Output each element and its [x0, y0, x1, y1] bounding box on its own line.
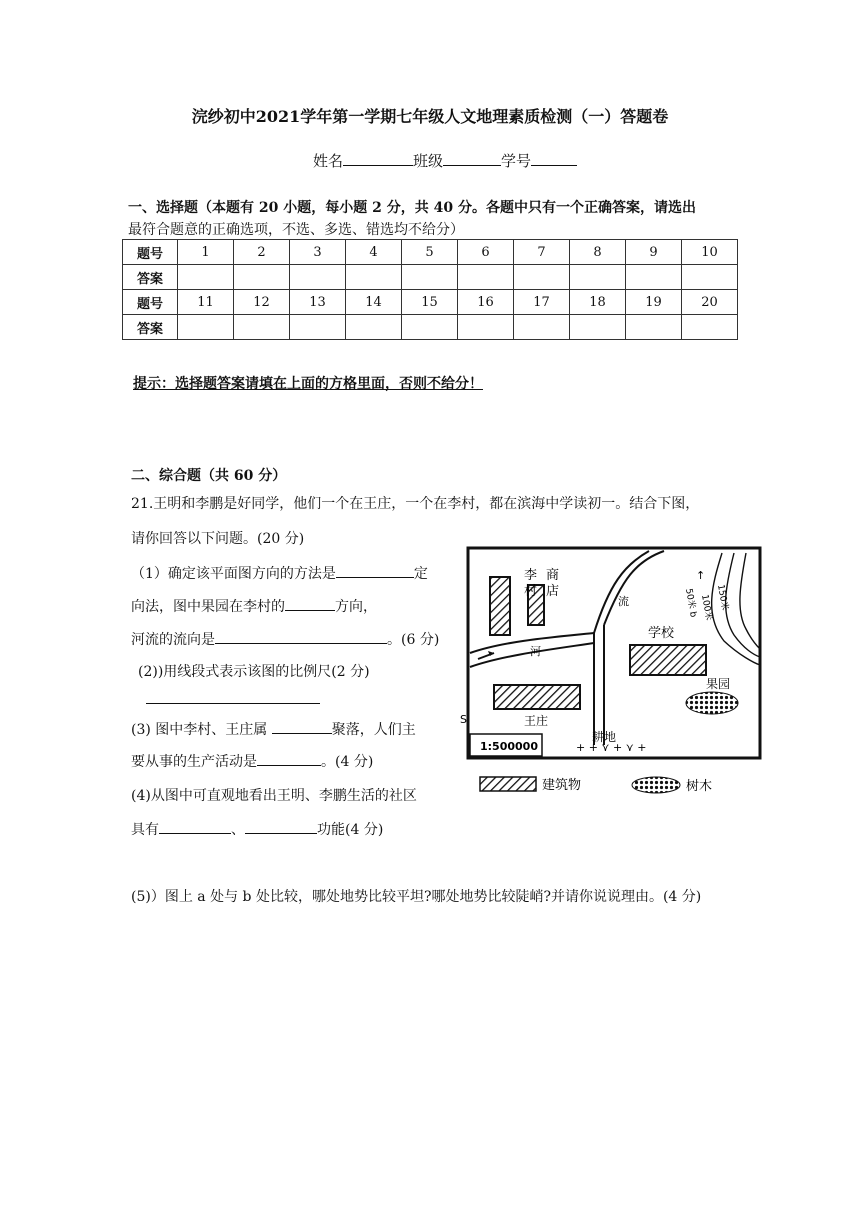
q1-text: 定	[413, 566, 428, 582]
table-row-answers-2	[123, 315, 738, 340]
question-number: 11	[178, 290, 234, 315]
q5-text: (5)）图上 a 处与 b 处比较，哪处地势比较平坦?哪处地势比较陡峭?并请你说说理由。(4 分)	[131, 889, 702, 905]
name-label: 姓名	[313, 152, 344, 170]
answer-cell[interactable]	[514, 265, 570, 290]
map-side-mark: S	[460, 713, 467, 726]
row-label-number: 题号	[123, 290, 178, 315]
q3-text: (3) 图中李村、王庄属	[131, 722, 268, 738]
answer-cell[interactable]	[290, 315, 346, 340]
answer-cell[interactable]	[402, 315, 458, 340]
question-number: 6	[458, 240, 514, 265]
q1-line2	[131, 595, 377, 616]
q4-text: 具有	[131, 822, 159, 838]
answer-blank[interactable]	[159, 818, 231, 834]
id-blank[interactable]	[531, 150, 577, 166]
answer-cell[interactable]	[458, 265, 514, 290]
legend-tree-swatch	[632, 777, 680, 793]
answer-cell[interactable]	[178, 315, 234, 340]
legend-building-swatch	[480, 777, 536, 791]
farmland-symbols: + + ⋎ + ⋎ +	[576, 741, 647, 754]
question-number: 9	[626, 240, 682, 265]
legend-tree-label: 树木	[686, 779, 713, 794]
q1-line3	[131, 628, 439, 649]
row-label-answer: 答案	[123, 265, 178, 290]
row-label-answer: 答案	[123, 315, 178, 340]
answer-cell[interactable]	[514, 315, 570, 340]
answer-blank[interactable]	[285, 595, 335, 611]
answer-cell[interactable]	[234, 315, 290, 340]
question-number: 7	[514, 240, 570, 265]
question-number: 19	[626, 290, 682, 315]
orchard-trees	[686, 692, 738, 714]
q4-line2	[131, 818, 383, 839]
question-number: 10	[682, 240, 738, 265]
q1-line1	[131, 562, 428, 583]
q4-text: 功能(4 分)	[317, 822, 384, 838]
answer-blank[interactable]	[245, 818, 317, 834]
question-number: 18	[570, 290, 626, 315]
question-number: 1	[178, 240, 234, 265]
map-border	[468, 548, 760, 758]
answer-cell[interactable]	[458, 315, 514, 340]
answer-cell[interactable]	[682, 315, 738, 340]
question-number: 14	[346, 290, 402, 315]
table-row-numbers-2	[123, 290, 738, 315]
answer-cell[interactable]	[346, 265, 402, 290]
map-label: 王庄	[524, 714, 549, 728]
question-number: 4	[346, 240, 402, 265]
section1-heading: 一、选择题（本题有 20 小题，每小题 2 分，共 40 分。各题中只有一个正确答案，请选出	[128, 200, 696, 216]
answer-cell[interactable]	[178, 265, 234, 290]
q21-text-cont: 请你回答以下问题。(20 分)	[131, 531, 305, 547]
answer-cell[interactable]	[570, 315, 626, 340]
building-li-cun	[490, 577, 510, 635]
q3-text: 聚落，人们主	[331, 722, 416, 738]
answer-table	[122, 239, 738, 340]
question-number: 3	[290, 240, 346, 265]
answer-blank[interactable]	[272, 718, 332, 734]
answer-cell[interactable]	[570, 265, 626, 290]
map-label: 果园	[706, 677, 731, 691]
answer-cell[interactable]	[626, 315, 682, 340]
answer-blank[interactable]	[215, 628, 387, 644]
student-info-row	[313, 150, 577, 171]
q1-text: 方向，	[335, 599, 377, 615]
contour-label: 50米 b	[683, 587, 698, 619]
q21-text: 21.王明和李鹏是好同学，他们一个在王庄，一个在李村，都在滨海中学读初一。结合下图，	[131, 496, 700, 512]
q1-text: （1）确定该平面图方向的方法是	[131, 566, 336, 582]
q3-line1	[131, 718, 416, 739]
answer-cell[interactable]	[234, 265, 290, 290]
class-blank[interactable]	[443, 150, 501, 166]
question-number: 5	[402, 240, 458, 265]
contour-marker-a: ↑	[696, 569, 706, 582]
section2-heading: 二、综合题（共 60 分）	[131, 468, 287, 484]
answer-cell[interactable]	[346, 315, 402, 340]
q3-text: 。(4 分)	[321, 754, 374, 770]
q1-text: 河流的流向是	[131, 632, 215, 648]
class-label: 班级	[413, 152, 444, 170]
q4-text: 、	[231, 822, 245, 838]
question-number: 13	[290, 290, 346, 315]
map-label: 商	[546, 568, 560, 583]
question-number: 20	[682, 290, 738, 315]
row-label-number: 题号	[123, 240, 178, 265]
answer-cell[interactable]	[682, 265, 738, 290]
q3-line2	[131, 750, 373, 771]
section1-heading-cont: 最符合题意的正确选项，不选、多选、错选均不给分）	[128, 222, 464, 238]
q2-answer-line[interactable]	[146, 703, 320, 704]
answer-blank[interactable]	[257, 750, 321, 766]
q2-text: (2))用线段式表示该图的比例尺(2 分)	[138, 664, 370, 680]
answer-cell[interactable]	[626, 265, 682, 290]
table-row-numbers-1	[123, 240, 738, 265]
contour-line	[740, 553, 760, 649]
id-label: 学号	[501, 152, 532, 170]
q3-text: 要从事的生产活动是	[131, 754, 257, 770]
map-label: 河	[530, 645, 541, 658]
answer-cell[interactable]	[402, 265, 458, 290]
contour-label: 100米	[699, 593, 714, 622]
question-number: 16	[458, 290, 514, 315]
map-label: 流	[618, 595, 629, 608]
table-row-answers-1	[123, 265, 738, 290]
building-wang-zhuang	[494, 685, 580, 709]
map-label: 店	[546, 584, 560, 599]
question-number: 12	[234, 290, 290, 315]
map-scale: 1:500000	[480, 740, 538, 753]
answer-blank[interactable]	[336, 562, 414, 578]
answer-cell[interactable]	[290, 265, 346, 290]
contour-line	[712, 553, 760, 665]
map-label: 李	[524, 568, 538, 583]
contour-label: 150米	[715, 583, 730, 612]
map-label: 耕地	[592, 730, 617, 744]
map-label: 村	[524, 584, 538, 599]
legend-building-label: 建筑物	[542, 778, 582, 793]
map-figure	[460, 545, 764, 805]
q1-text: 向法，图中果园在李村的	[131, 599, 285, 615]
page-title: 浣纱初中2021学年第一学期七年级人文地理素质检测（一）答题卷	[191, 107, 669, 126]
question-number: 15	[402, 290, 458, 315]
question-number: 2	[234, 240, 290, 265]
question-number: 17	[514, 290, 570, 315]
question-number: 8	[570, 240, 626, 265]
name-blank[interactable]	[343, 150, 413, 166]
building-school	[630, 645, 706, 675]
q4-line1: (4)从图中可直观地看出王明、李鹏生活的社区	[131, 788, 417, 804]
q1-text: 。(6 分)	[387, 632, 440, 648]
map-label: 学校	[648, 626, 675, 641]
hint-text: 提示：选择题答案请填在上面的方格里面，否则不给分！	[133, 376, 483, 392]
